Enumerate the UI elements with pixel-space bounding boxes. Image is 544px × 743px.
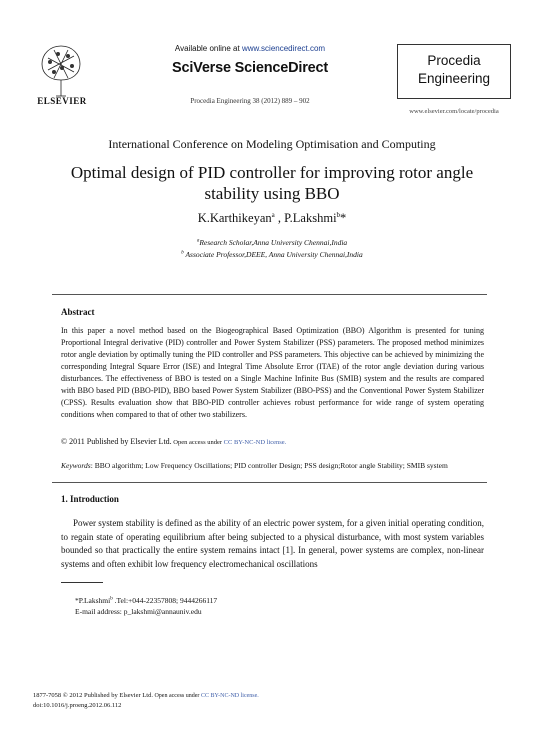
issn-text: 1877-7058 © 2012 Published by Elsevier Ltd. (33, 692, 153, 699)
abstract-body: In this paper a novel method based on the Biogeographical Based Optimization (BBO) Algorithm is presented for tuning Proportional Integral derivative (PID) controller and Power System Stabilizer (PSS) parameters. The proposed method minimizes rotor angle deviation by optimally tuning the PID controller and PSS parameters. This objective can be achieved by minimizing the corresponding Integral Square Error (ISE) and Integral Time Absolute Error (ITAE) of the rotor angle deviation during various disturbances. The effectiveness of BBO is tested on a Single Machine Infinite Bus (SMIB) system and the results are compared with BBO based PID (BBO-PID), BBO based Power System Stabilizer (BBO-PSS) and the Conventional Power System Stabilizer (CPSS). Results evaluation show that BBO-PID controller achieves robust performance for wide range of system operating conditions when compared to that of other two stabilizers. (61, 326, 484, 419)
author-name: P.Lakshmi (284, 211, 337, 226)
footnote-tel: .Tel:+044-22357808; 9444266117 (112, 596, 218, 605)
license-link[interactable]: CC BY-NC-ND license. (200, 693, 259, 699)
author-separator: , (274, 211, 285, 226)
available-prefix: Available online at (174, 44, 242, 53)
journal-reference: Procedia Engineering 38 (2012) 889 – 902 (190, 97, 310, 105)
intro-body (61, 517, 484, 571)
journal-url: www.elsevier.com/locate/procedia (409, 108, 499, 115)
footnote-name: *P.Lakshmi (75, 596, 111, 605)
corresponding-mark: * (340, 211, 347, 226)
copyright-text: © 2011 Published by Elsevier Ltd. (61, 437, 172, 446)
paper-title-line2: stability using BBO (204, 184, 340, 203)
affiliation (40, 250, 504, 259)
journal-name-line1: Procedia (427, 53, 481, 68)
open-access-text: Open access under (152, 693, 201, 699)
conference-name: International Conference on Modeling Optimisation and Computing (108, 137, 436, 151)
author-affil-mark: b (336, 211, 341, 219)
author-name: K.Karthikeyan (197, 211, 272, 226)
elsevier-wordmark: ELSEVIER (37, 96, 87, 106)
footnote-mark: b (110, 596, 113, 602)
divider (52, 294, 487, 295)
intro-heading: 1. Introduction (61, 494, 119, 504)
paper-title (40, 162, 504, 204)
journal-logo-box (397, 44, 511, 99)
footnote-contact (75, 596, 217, 605)
open-access-text: Open access under (171, 439, 224, 446)
copyright-line (61, 437, 484, 446)
platform-name: SciVerse ScienceDirect (171, 60, 328, 76)
footnote-divider (61, 582, 103, 583)
keywords-text: : BBO algorithm; Low Frequency Oscillations; PID controller Design; PSS design;Rotor angle Stability; SMIB system (90, 461, 448, 470)
footnote-email: E-mail address: p_lakshmi@annauniv.edu (75, 607, 202, 616)
affiliation-text: Associate Professor,DEEE, Anna University Chennai,India (183, 250, 363, 259)
availability-line (150, 44, 350, 53)
keywords-label: Keywords (61, 461, 91, 470)
affiliation (40, 238, 504, 247)
sciencedirect-link[interactable]: www.sciencedirect.com (241, 44, 326, 53)
doi-line[interactable]: doi:10.1016/j.proeng.2012.06.112 (33, 702, 122, 709)
divider (52, 482, 487, 483)
affiliation-mark: b (181, 250, 184, 256)
author-affil-mark: a (271, 211, 275, 219)
journal-name-line2: Engineering (417, 71, 491, 86)
affiliation-mark: a (196, 238, 200, 244)
intro-text: Power system stability is defined as the ability of an electric power system, for a given initial operating condition, to regain state of operating equilibrium after being subjected to a physical disturbance, with most system variables bounded so that practically the entire system remains intact [1]. In general, power systems are complex, non-linear systems and often exhibit low frequency electromechanical oscillations (61, 518, 484, 569)
affiliation-text: Research Scholar,Anna University Chennai,India (199, 238, 348, 247)
keywords-line (61, 461, 484, 470)
license-link[interactable]: CC BY-NC-ND license. (223, 439, 287, 446)
author-list (40, 211, 504, 226)
abstract-heading: Abstract (61, 307, 95, 317)
issn-line (33, 692, 259, 699)
paper-title-line1: Optimal design of PID controller for improving rotor angle (70, 163, 474, 182)
